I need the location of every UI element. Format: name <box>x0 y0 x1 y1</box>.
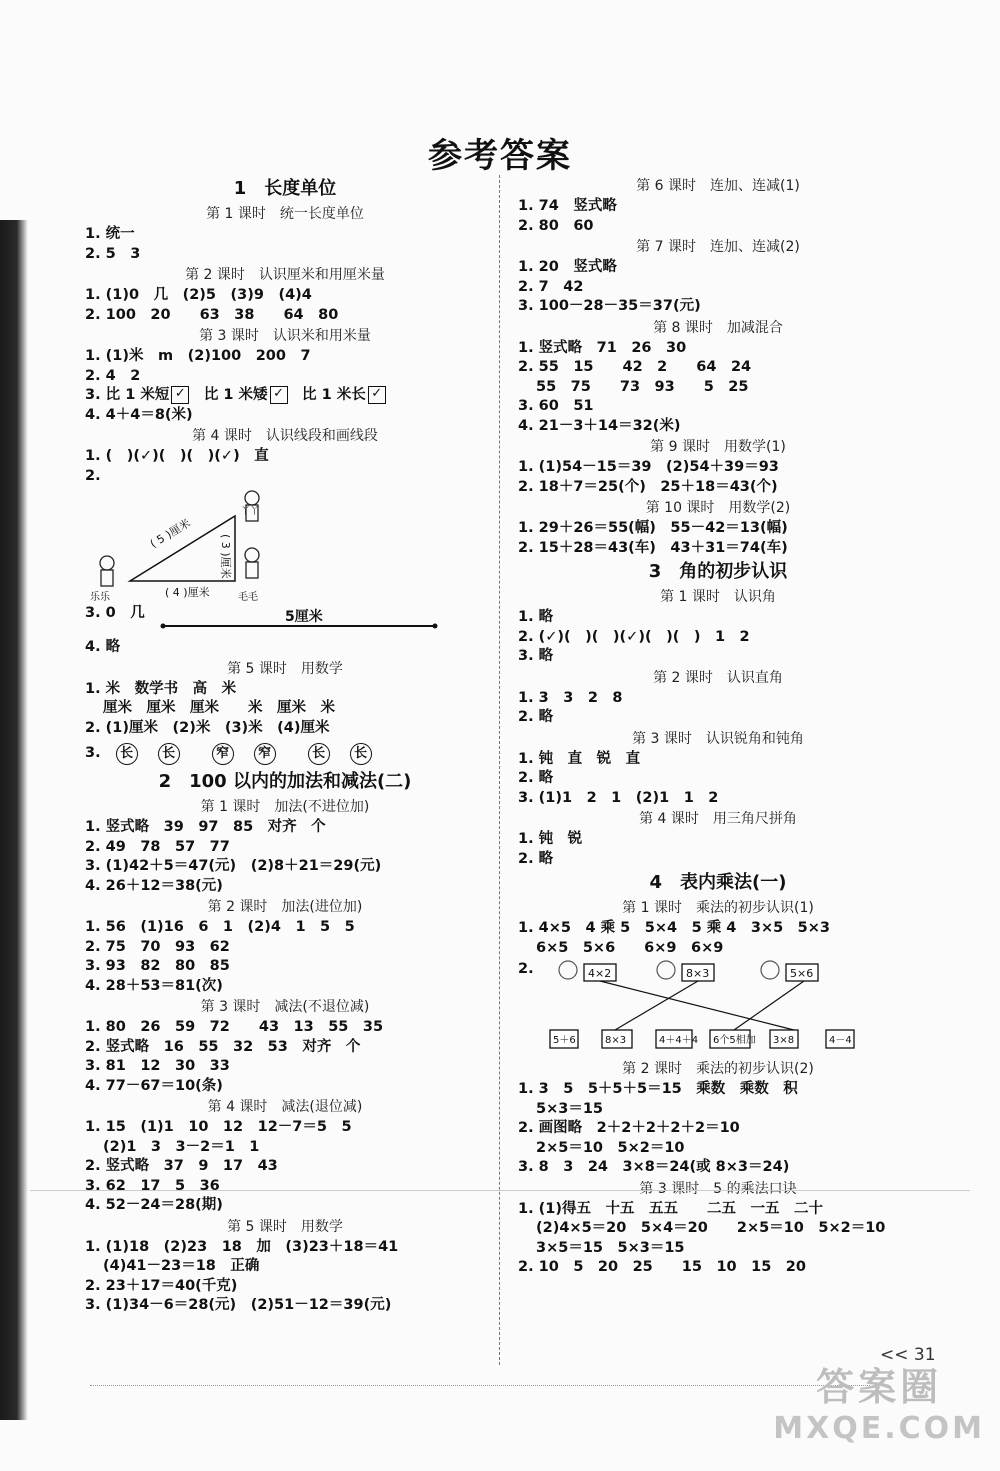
answer-line: 3. 81 12 30 33 <box>85 1058 230 1074</box>
unit-heading: 1 长度单位 <box>233 178 337 199</box>
circled-answer: 窄 <box>254 743 276 765</box>
bottom-expression-text: 3×8 <box>773 1035 795 1046</box>
checked-box: ✓ <box>368 386 386 404</box>
watermark <box>773 1356 985 1446</box>
answer-line: 3. 略 <box>518 648 554 664</box>
circled-answer: 长 <box>350 743 372 765</box>
lesson-heading: 第 4 课时 用三角尺拼角 <box>639 811 797 827</box>
lesson-heading: 第 3 课时 减法(不退位减) <box>200 999 370 1015</box>
child-head-icon <box>100 556 114 570</box>
answer-line: 1. 80 26 59 72 43 13 55 35 <box>85 1019 384 1035</box>
answer-line: 2. 略 <box>518 709 554 725</box>
lesson-heading: 第 1 课时 统一长度单位 <box>206 206 364 222</box>
answer-line: 2. 4 2 <box>85 367 141 384</box>
answer-line: 1. 钝 锐 <box>518 831 583 847</box>
segment-length-label: 5厘米 <box>285 609 323 625</box>
right-column <box>518 175 918 1278</box>
answer-line: 55 75 73 93 5 25 <box>536 378 749 395</box>
watermark-logo-text: 答案圈 <box>816 1365 943 1409</box>
segment-endpoint <box>433 624 438 629</box>
answer-line: 4. 21－3＋14＝32(米) <box>518 417 681 434</box>
answer-line: 1. 15 (1)1 10 12 12－7＝5 5 <box>85 1119 352 1135</box>
answer-line: 3. 62 17 5 36 <box>85 1177 220 1194</box>
lesson-heading: 第 2 课时 认识直角 <box>653 669 783 686</box>
child-head-icon <box>245 548 259 562</box>
checkbox-label: 比 1 米矮 <box>203 387 268 403</box>
top-expression-text: 4×2 <box>588 967 612 980</box>
vertical-side-label: ( 3 )厘米 <box>219 534 232 579</box>
answer-line: 1. 统一 <box>85 226 135 242</box>
unit-heading: 3 角的初步认识 <box>648 561 788 582</box>
matching-line <box>600 981 794 1030</box>
lesson-heading: 第 1 课时 认识角 <box>660 589 776 605</box>
matching-line <box>734 981 804 1030</box>
top-expression-text: 5×6 <box>790 967 814 980</box>
answer-line: 1. 3 3 2 8 <box>518 689 623 706</box>
lesson-heading: 第 2 课时 加法(进位加) <box>207 899 363 915</box>
person-name-top: 丫丫 <box>241 507 260 517</box>
lesson-heading: 第 3 课时 认识锐角和钝角 <box>632 730 804 747</box>
answer-line: 2×5＝10 5×2＝10 <box>536 1139 685 1156</box>
answer-line: 3. 8 3 24 3×8＝24(或 8×3＝24) <box>518 1159 790 1175</box>
circled-answer: 窄 <box>212 743 234 765</box>
answer-line: 1. 29＋26＝55(幅) 55－42＝13(幅) <box>518 520 788 536</box>
bottom-expression-text: 4－4 <box>829 1035 852 1046</box>
checkbox-label: 比 1 米短 <box>105 387 170 403</box>
answer-line: 2. 5 3 <box>85 245 141 262</box>
answer-line: 4. 26＋12＝38(元) <box>85 877 223 894</box>
child-head-icon <box>245 491 259 505</box>
answer-line: 1. 钝 直 锐 直 <box>518 750 641 767</box>
answer-line: 3. (1)1 2 1 (2)1 1 2 <box>518 789 719 806</box>
answer-line: 2. 7 42 <box>518 278 584 295</box>
answer-line: 2. 18＋7＝25(个) 25＋18＝43(个) <box>518 478 778 495</box>
lesson-heading: 第 10 课时 用数学(2) <box>645 500 791 516</box>
spacer-text <box>189 387 204 403</box>
answer-line: 2. 100 20 63 38 64 80 <box>85 306 339 323</box>
answer-line: 1. 74 竖式略 <box>518 198 617 214</box>
triangle-svg <box>85 486 425 604</box>
answer-line: 1. (1)54－15＝39 (2)54＋39＝93 <box>518 459 779 475</box>
page-number: << 31 <box>880 1345 936 1365</box>
answer-line: 2. (1)厘米 (2)米 (3)米 (4)厘米 <box>85 719 330 736</box>
answer-line: 2. 80 60 <box>518 217 594 234</box>
watermark-url: MXQE.COM <box>773 1411 985 1446</box>
segment-svg <box>155 604 455 638</box>
answer-line: 1. (1)18 (2)23 18 加 (3)23＋18＝41 <box>85 1238 399 1255</box>
lesson-heading: 第 6 课时 连加、连减(1) <box>636 178 800 194</box>
segment-endpoint <box>161 624 166 629</box>
top-expression-text: 8×3 <box>686 967 710 980</box>
lesson-heading: 第 3 课时 认识米和用米量 <box>199 328 371 344</box>
answer-line: 2. 略 <box>518 770 554 786</box>
lesson-heading: 第 7 课时 连加、连减(2) <box>636 239 800 255</box>
answer-line: (2)4×5＝20 5×4＝20 2×5＝10 5×2＝10 <box>536 1220 886 1236</box>
answer-line: 2. 竖式略 16 55 32 53 对齐 个 <box>85 1038 361 1055</box>
person-name-left: 乐乐 <box>90 592 110 603</box>
unit-heading: 2 100 以内的加法和减法(二) <box>158 771 412 792</box>
checkbox-label: 比 1 米长 <box>302 387 366 403</box>
hypotenuse-label: ( 5 )厘米 <box>147 516 193 551</box>
answer-line: 4. 略 <box>85 639 121 655</box>
answer-line: 3. (1)42＋5＝47(元) (2)8＋21＝29(元) <box>85 858 382 874</box>
answer-line-circles <box>85 738 485 768</box>
circled-answer: 长 <box>158 743 180 765</box>
bottom-expression-text: 4＋4＋4 <box>659 1035 699 1046</box>
answer-line: 3. 60 51 <box>518 398 594 414</box>
segment-answer <box>85 604 485 638</box>
answer-line-checkboxes <box>85 386 485 406</box>
answer-line: (2)1 3 3－2＝1 1 <box>103 1138 260 1155</box>
matching-figure <box>518 958 918 1058</box>
matching-svg <box>538 958 868 1058</box>
circled-answer: 长 <box>308 743 330 765</box>
lesson-heading: 第 2 课时 乘法的初步认识(2) <box>622 1061 814 1077</box>
answer-line: 1. 竖式略 71 26 30 <box>518 339 687 356</box>
answer-line: 4. 4＋4＝8(米) <box>85 406 193 423</box>
unit-heading: 4 表内乘法(一) <box>649 872 787 893</box>
left-column <box>85 175 485 1316</box>
answer-line: 3. 100－28－35＝37(元) <box>518 298 701 314</box>
answer-line: 1. 56 (1)16 6 1 (2)4 1 5 5 <box>85 919 355 935</box>
answer-line: 2. 15＋28＝43(车) 43＋31＝74(车) <box>518 539 788 556</box>
answer-line: 6×5 5×6 6×9 6×9 <box>536 939 724 956</box>
bottom-expression-text: 5＋6 <box>553 1035 576 1046</box>
animal-picture-icon <box>761 961 779 979</box>
lesson-heading: 第 8 课时 加减混合 <box>653 319 783 336</box>
bottom-expression-text: 8×3 <box>605 1035 627 1046</box>
answer-line: 3. 93 82 80 85 <box>85 958 230 974</box>
answer-line: 厘米 厘米 厘米 米 厘米 米 <box>103 700 335 716</box>
answer-line: 4. 77－67＝10(条) <box>85 1077 223 1094</box>
answer-number: 2. <box>518 961 534 977</box>
lesson-heading: 第 4 课时 减法(退位减) <box>207 1099 363 1115</box>
lesson-heading: 第 1 课时 加法(不进位加) <box>200 799 370 815</box>
answer-line: 2. 23＋17＝40(千克) <box>85 1277 238 1294</box>
answer-line: 2. 75 70 93 62 <box>85 938 230 955</box>
lesson-heading: 第 3 课时 5 的乘法口诀 <box>639 1180 797 1197</box>
answer-line: 1. 3 5 5＋5＋5＝15 乘数 乘数 积 <box>518 1081 798 1097</box>
spacer-text <box>288 387 303 403</box>
answer-line: 1. (1)米 m (2)100 200 7 <box>85 348 311 364</box>
answer-line: 2. <box>85 467 101 484</box>
checked-box: ✓ <box>171 386 189 404</box>
answer-line: 3. 0 几 <box>85 605 145 621</box>
answer-line: 5×3＝15 <box>536 1100 604 1117</box>
answer-line: 2. 画图略 2＋2＋2＋2＋2＝10 <box>518 1120 740 1136</box>
answer-line: 3×5＝15 5×3＝15 <box>536 1239 685 1256</box>
answer-line: 1. 20 竖式略 <box>518 259 617 275</box>
lesson-heading: 第 1 课时 乘法的初步认识(1) <box>622 900 814 916</box>
column-divider <box>499 175 500 1365</box>
page-title: 参考答案 <box>428 136 572 176</box>
answer-line: (4)41－23＝18 正确 <box>103 1258 260 1274</box>
lesson-heading: 第 5 课时 用数学 <box>227 660 343 677</box>
answer-line: 1. (1)得五 十五 五五 二五 一五 二十 <box>518 1200 823 1217</box>
answer-line: 1. (1)0 几 (2)5 (3)9 (4)4 <box>85 287 312 303</box>
scan-torn-edge <box>0 220 28 1420</box>
animal-picture-icon <box>559 961 577 979</box>
answer-line: 1. ( )(✓)( )( )(✓) 直 <box>85 448 269 464</box>
bottom-expression-text: 6个5相加 <box>713 1035 756 1046</box>
person-name-right: 毛毛 <box>238 592 258 603</box>
answer-line: 2. 10 5 20 25 15 10 15 20 <box>518 1259 806 1275</box>
lesson-heading: 第 9 课时 用数学(1) <box>650 439 786 455</box>
child-body-icon <box>101 570 113 586</box>
answer-number: 3. <box>85 387 106 403</box>
answer-line: 1. 米 数学书 高 米 <box>85 680 237 697</box>
bottom-dotted-rule <box>90 1385 870 1386</box>
base-side-label: ( 4 )厘米 <box>165 586 210 599</box>
answer-line: 2. 竖式略 37 9 17 43 <box>85 1158 278 1174</box>
answer-line: 2. 略 <box>518 850 554 867</box>
answer-line: 4. 52－24＝28(期) <box>85 1197 223 1213</box>
answer-line: 2. (✓)( )( )(✓)( )( ) 1 2 <box>518 628 750 645</box>
lesson-heading: 第 5 课时 用数学 <box>227 1218 343 1235</box>
scan-artifact-line <box>30 1190 970 1191</box>
answer-line: 2. 49 78 57 77 <box>85 838 230 855</box>
lesson-heading: 第 4 课时 认识线段和画线段 <box>192 428 378 444</box>
circled-answer: 长 <box>116 743 138 765</box>
answer-line: 1. 4×5 4 乘 5 5×4 5 乘 4 3×5 5×3 <box>518 920 831 936</box>
lesson-heading: 第 2 课时 认识厘米和用厘米量 <box>185 267 385 283</box>
answer-line: 1. 略 <box>518 609 554 625</box>
answer-line: 2. 55 15 42 2 64 24 <box>518 359 752 375</box>
checked-box: ✓ <box>270 386 288 404</box>
answer-line: 1. 竖式略 39 97 85 对齐 个 <box>85 819 326 835</box>
child-body-icon <box>246 562 258 578</box>
answer-line: 3. (1)34－6＝28(元) (2)51－12＝39(元) <box>85 1297 392 1313</box>
answer-number: 3. <box>85 745 106 761</box>
triangle-figure <box>85 486 485 604</box>
animal-picture-icon <box>657 961 675 979</box>
answer-line: 4. 28＋53＝81(次) <box>85 977 223 994</box>
